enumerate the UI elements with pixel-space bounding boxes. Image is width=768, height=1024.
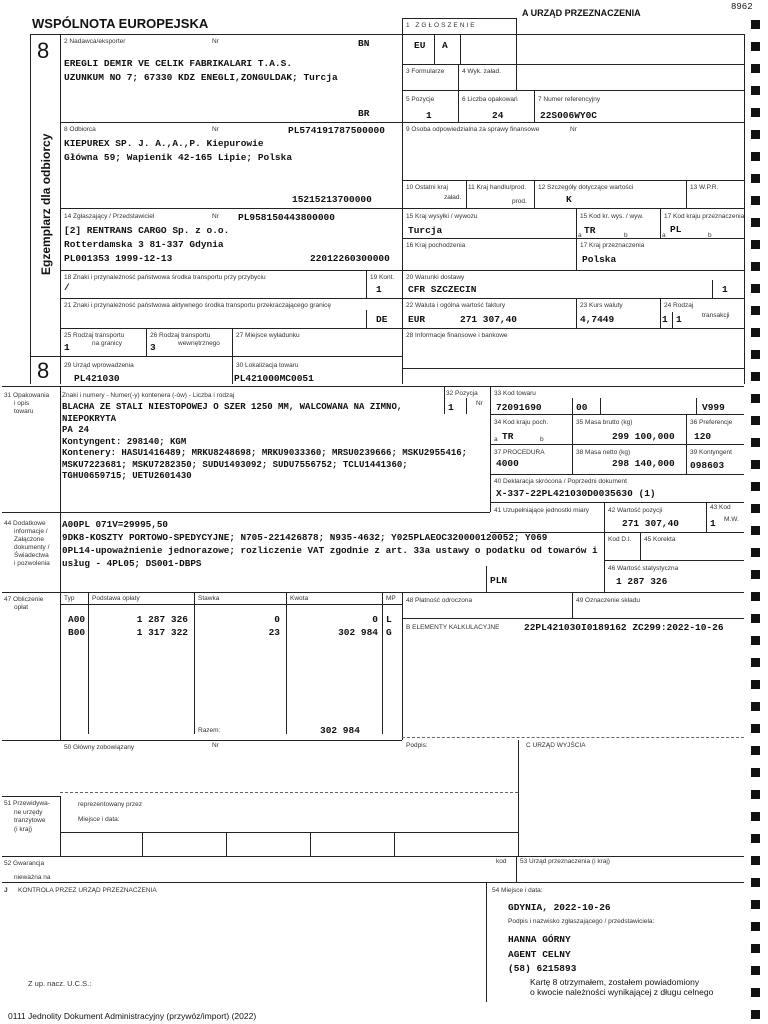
box42-value: 271 307,40 <box>622 518 680 529</box>
additional-info-line: 9DK8-KOSZTY PORTOWO-SPEDYCYJNE; N705-221426878; N935-4632; Y025PLAEOC320000120052; Y069 <box>62 532 548 543</box>
office-label: A URZĄD PRZEZNACZENIA <box>522 8 641 18</box>
box27-label: 27 Miejsce wyładunku <box>236 332 300 339</box>
box31-label1: 31 Opakowania <box>4 392 50 399</box>
box51-label3: tranzytowe <box>14 817 46 824</box>
edge-mark <box>751 636 760 645</box>
edge-mark <box>751 372 760 381</box>
box32-label2: Nr <box>476 400 483 407</box>
goods-line: Kontyngent: 298140; KGM <box>62 436 187 447</box>
box24-label2: transakcji <box>702 312 730 319</box>
box54-value: GDYNIA, 2022-10-26 <box>508 902 611 913</box>
edge-mark <box>751 240 760 249</box>
box35-label: 35 Masa brutto (kg) <box>576 419 633 426</box>
boxB-value: 22PL421030I0189162 ZC299:2022-10-26 <box>524 622 724 633</box>
receipt-note-1: Kartę 8 otrzymałem, zostałem powiadomiony <box>530 977 700 987</box>
box1-label: 1 ZGŁOSZENIE <box>406 22 477 29</box>
box15a-b: b <box>624 232 628 239</box>
edge-mark <box>751 174 760 183</box>
edge-mark <box>751 658 760 667</box>
box1-b: A <box>442 40 448 51</box>
box43-label2: M.W. <box>724 516 739 523</box>
box30-label: 30 Lokalizacja towaru <box>236 362 299 369</box>
tax-cell: 0 <box>274 614 280 625</box>
boxJ-stamp: Z up. nacz. U.C.S.: <box>28 979 92 988</box>
signatory-name: HANNA GÓRNY <box>508 934 571 945</box>
declarant-address: Rotterdamska 3 81-337 Gdynia <box>64 239 224 250</box>
edge-mark <box>751 152 760 161</box>
box13-label: 13 W.P.R. <box>690 184 719 191</box>
declarant-id: 22012260300000 <box>310 253 390 264</box>
edge-mark <box>751 900 760 909</box>
box46-label: 46 Wartość statystyczna <box>608 565 679 572</box>
box40-value: X-337-22PL421030D0035630 (1) <box>496 488 656 499</box>
edge-mark <box>751 64 760 73</box>
box31-label2: i opis <box>14 400 30 407</box>
edge-mark <box>751 592 760 601</box>
edge-mark <box>751 966 760 975</box>
box45-label: 45 Korekta <box>644 536 676 543</box>
box40-label: 40 Deklaracja skrócona / Poprzedni dokument <box>494 478 627 485</box>
boxB-label: B ELEMENTY KALKULACYJNE <box>406 624 500 631</box>
box22-currency: EUR <box>408 314 426 325</box>
edge-mark <box>751 614 760 623</box>
box32-label: 32 Pozycja <box>446 390 478 397</box>
box18-label: 18 Znaki i przynależność państwowa środka transportu przy przybyciu <box>64 274 266 281</box>
footer-text: 0111 Jednolity Dokument Administracyjny (przywóz/import) (2022) <box>8 1011 257 1021</box>
box25-label: 25 Rodzaj transportu <box>64 332 125 339</box>
box17a-a: a <box>662 232 666 239</box>
edge-mark <box>751 350 760 359</box>
boxJ-label2: KONTROLA PRZEZ URZĄD PRZEZNACZENIA <box>18 887 157 894</box>
form-title: WSPÓLNOTA EUROPEJSKA <box>32 16 209 31</box>
tax-cell: B00 <box>68 627 86 638</box>
box50-nr: Nr <box>212 742 219 749</box>
declarant-name: [2] RENTRANS CARGO Sp. z o.o. <box>64 225 230 236</box>
box17a-b: b <box>708 232 712 239</box>
box14-nr: Nr <box>212 213 219 220</box>
box52-label2: nieważna na <box>14 874 51 881</box>
box44-label2: informacje / <box>14 528 48 535</box>
goods-line: PA 24 <box>62 425 90 435</box>
box2-nr-value: BN <box>358 38 370 49</box>
copy-number-2: 8 <box>37 358 50 383</box>
sender-address: UZUNKUM NO 7; 67330 KDZ ENEGLI,ZONGULDAK; Turcja <box>64 72 338 83</box>
box44-kod-di: Kod D.I. <box>608 536 632 543</box>
box38-value: 298 140,000 <box>612 458 675 469</box>
box39-label: 39 Kontyngent <box>690 449 732 456</box>
box25-label2: na granicy <box>92 340 122 347</box>
tax-cell: 23 <box>268 627 280 638</box>
box44-label4: dokumenty / <box>14 544 50 551</box>
box32-value: 1 <box>448 402 454 413</box>
box50-rep: reprezentowany przez <box>78 801 142 808</box>
box48-label: 48 Płatność odroczona <box>406 597 473 604</box>
box12-value: K <box>566 194 572 205</box>
box31-label3: towaru <box>14 408 34 415</box>
edge-mark <box>751 482 760 491</box>
box36-value: 120 <box>694 431 712 442</box>
tax-col-header: Typ <box>64 595 75 602</box>
tax-cell: G <box>386 627 392 638</box>
box30-value: PL421000MC0051 <box>234 373 314 384</box>
box47-label1: 47 Obliczenie <box>4 596 44 603</box>
edge-mark <box>751 702 760 711</box>
edge-mark <box>751 548 760 557</box>
goods-line: BLACHA ZE STALI NIESTOPOWEJ O SZER 1250 MM, WALCOWANA NA ZIMNO, <box>62 402 403 412</box>
edge-mark <box>751 834 760 843</box>
edge-mark <box>751 306 760 315</box>
edge-mark <box>751 768 760 777</box>
box9-nr: Nr <box>570 126 577 133</box>
box28-label: 28 Informacje finansowe i bankowe <box>406 332 508 339</box>
edge-mark <box>751 196 760 205</box>
box44-pln: PLN <box>490 575 508 586</box>
box7-label: 7 Numer referencyjny <box>538 96 601 103</box>
edge-mark <box>751 130 760 139</box>
edge-mark <box>751 746 760 755</box>
box34-a: a <box>494 436 498 443</box>
edge-mark <box>751 790 760 799</box>
box47-label2: opłat <box>14 604 29 611</box>
sender-country: BR <box>358 108 370 119</box>
box15a-a: a <box>578 232 582 239</box>
receipt-note-2: o kwocie należności wynikającej z długu celnego <box>530 987 714 997</box>
edge-mark <box>751 218 760 227</box>
box44-label1: 44 Dodatkowe <box>4 520 46 527</box>
box17a-label: 17 Kod kraju przeznaczenia <box>664 213 745 220</box>
box33-label: 33 Kod towaru <box>494 390 536 397</box>
box26-label2: wewnętrznego <box>178 340 220 347</box>
box8-nr-value: PL574191787500000 <box>288 125 385 136</box>
edge-mark <box>751 570 760 579</box>
consignee-id: 15215213700000 <box>292 194 372 205</box>
box5-label: 5 Pozycje <box>406 96 435 103</box>
box34-value: TR <box>502 431 514 442</box>
box24-label: 24 Rodzaj <box>664 302 694 309</box>
box18-value: / <box>64 282 70 293</box>
box15a-label: 15 Kod kr. wys. / wyw. <box>580 213 644 220</box>
signatory-phone: (58) 6215893 <box>508 963 577 974</box>
box38-label: 38 Masa netto (kg) <box>576 449 631 456</box>
box52-label: 52 Gwarancja <box>4 860 45 867</box>
box26-value: 3 <box>150 342 156 353</box>
edge-mark <box>751 922 760 931</box>
edge-mark <box>751 460 760 469</box>
tax-col-header: Stawka <box>198 595 220 602</box>
razem-value: 302 984 <box>320 725 360 736</box>
box9-label: 9 Osoba odpowiedzialna za sprawy finansowe <box>406 126 540 133</box>
edge-mark <box>751 944 760 953</box>
box20-value: CFR SZCZECIN <box>408 284 477 295</box>
box37-value: 4000 <box>496 458 519 469</box>
box52-kod: kod <box>496 858 507 865</box>
box20-value2: 1 <box>722 284 728 295</box>
box29-label: 29 Urząd wprowadzenia <box>64 362 134 369</box>
box1-a: EU <box>414 40 426 51</box>
box33-v2: 00 <box>576 402 588 413</box>
box14-label: 14 Zgłaszający / Przedstawiciel <box>64 213 155 220</box>
edge-mark <box>751 680 760 689</box>
box53-label: 53 Urząd przeznaczenia (i kraj) <box>520 858 610 865</box>
sender-name: EREGLI DEMIR VE CELIK FABRIKALARI T.A.S. <box>64 58 293 69</box>
edge-mark <box>751 328 760 337</box>
box46-value: 1 287 326 <box>616 576 668 587</box>
edge-mark <box>751 724 760 733</box>
box6-value: 24 <box>492 110 504 121</box>
box17-value: Polska <box>582 254 617 265</box>
box12-label: 12 Szczegóły dotyczące wartości <box>538 184 634 191</box>
box37-label: 37 PROCEDURA <box>494 449 545 456</box>
signatory-role: AGENT CELNY <box>508 949 571 960</box>
additional-info-line: 0PL14-upoważnienie jednorazowe; rozliczenie VAT zgodnie z art. 33a ustawy o podatku od towarów i <box>62 545 598 556</box>
copy-number: 8 <box>37 38 50 63</box>
edge-mark <box>751 812 760 821</box>
box21-label: 21 Znaki i przynależność państwowa aktywnego środka transportu przekraczającego granicę <box>64 302 332 309</box>
box15a-value: TR <box>584 225 596 236</box>
edge-mark <box>751 856 760 865</box>
box24-b: 1 <box>676 314 682 325</box>
box17a-value: PL <box>670 224 682 235</box>
tax-cell: 1 317 322 <box>136 627 188 638</box>
box51-label1: 51 Przewidywa- <box>4 800 50 807</box>
tax-cell: 302 984 <box>338 627 378 638</box>
edge-mark <box>751 394 760 403</box>
box19-label: 19 Kont. <box>370 274 395 281</box>
box54-sig-label: Podpis i nazwisko zgłaszającego / przedstawiciela: <box>508 918 655 925</box>
consignee-address: Główna 59; Wapienik 42-165 Lipie; Polska <box>64 152 293 163</box>
doc-code: 8962 <box>731 2 753 12</box>
box43-value: 1 <box>710 518 716 529</box>
box23-value: 4,7449 <box>580 314 615 325</box>
boxC-label: C URZĄD WYJŚCIA <box>526 742 586 749</box>
box21-value: DE <box>376 314 388 325</box>
box44-label3: Załączone <box>14 536 44 543</box>
box51-label2: ne urzędy <box>14 809 43 816</box>
tax-col-header: Podstawa opłaty <box>92 595 140 602</box>
box20-label: 20 Warunki dostawy <box>406 274 465 281</box>
goods-line: Kontenery: HASU1416489; MRKU8248698; MRKU9033360; MRSU0239666; MSKU2955416; <box>62 448 468 458</box>
box50-place: Miejsce i data: <box>78 816 120 823</box>
edge-mark <box>751 1010 760 1019</box>
consignee-name: KIEPUREX SP. J. A.,A.,P. Kiepurowie <box>64 138 264 149</box>
edge-mark <box>751 438 760 447</box>
goods-line: NIEPOKRYTA <box>62 413 117 424</box>
box3-label: 3 Formularze <box>406 68 445 75</box>
box25-value: 1 <box>64 342 70 353</box>
edge-mark <box>751 988 760 997</box>
goods-line: MSKU7223681; MSKU7282350; SUDU1493092; SUDU7556752; TCLU1441360; <box>62 459 408 470</box>
tax-cell: A00 <box>68 614 86 625</box>
box34-b: b <box>540 436 544 443</box>
box54-label: 54 Miejsce i data: <box>492 887 543 894</box>
box4-label: 4 Wyk. załad. <box>462 68 501 75</box>
edge-mark <box>751 86 760 95</box>
tax-table <box>60 592 402 740</box>
edge-mark <box>751 20 760 29</box>
box16-label: 16 Kraj pochodzenia <box>406 242 466 249</box>
edge-mark <box>751 42 760 51</box>
copy-vertical-label: Egzemplarz dla odbiorcy <box>39 133 53 275</box>
box23-label: 23 Kurs waluty <box>580 302 623 309</box>
box29-value: PL421030 <box>74 373 120 384</box>
box22-label: 22 Waluta i ogólna wartość faktury <box>406 302 506 309</box>
box10-label: 10 Ostatni kraj <box>406 184 448 191</box>
box10-label2: załad. <box>444 194 462 201</box>
edge-mark <box>751 504 760 513</box>
box34-label: 34 Kod kraju poch. <box>494 419 549 426</box>
box44-label5: Świadectwa <box>14 552 49 559</box>
edge-mark <box>751 262 760 271</box>
box33-value: 72091690 <box>496 402 542 413</box>
razem-label: Razem: <box>198 727 221 734</box>
box6-label: 6 Liczba opakowań <box>462 96 518 103</box>
box19-value: 1 <box>376 284 382 295</box>
box36-label: 36 Preferencje <box>690 419 733 426</box>
box43-label: 43 Kod <box>710 504 731 511</box>
edge-mark <box>751 526 760 535</box>
box2-nr: Nr <box>212 38 219 45</box>
box15-value: Turcja <box>408 225 443 236</box>
box24-a: 1 <box>662 314 668 325</box>
box17-label: 17 Kraj przeznaczenia <box>580 242 645 249</box>
box14-nr-value: PL958150443800000 <box>238 212 335 223</box>
edge-mark <box>751 284 760 293</box>
box26-label: 26 Rodzaj transportu <box>150 332 211 339</box>
box39-value: 098603 <box>690 460 725 471</box>
box35-value: 299 100,000 <box>612 431 675 442</box>
box11-label2: prod. <box>512 198 527 205</box>
tax-cell: 0 <box>372 614 378 625</box>
box7-value: 22S006WY0C <box>540 110 598 121</box>
box5-value: 1 <box>426 110 432 121</box>
box49-label: 49 Oznaczenie składu <box>576 597 640 604</box>
tax-cell: 1 287 326 <box>136 614 188 625</box>
goods-line: TGHU0659715; UETU2601430 <box>62 471 192 481</box>
box51-label4: (i kraj) <box>14 826 33 833</box>
edge-mark <box>751 108 760 117</box>
box41-label: 41 Uzupełniające jednostki miary <box>494 507 590 514</box>
box8-label: 8 Odbiorca <box>64 126 96 133</box>
tax-col-header: MP <box>386 595 396 602</box>
box8-nr: Nr <box>212 126 219 133</box>
additional-info-line: usług - 4PL05; DS001-DBPS <box>62 558 202 569</box>
declarant-auth: PL001353 1999-12-13 <box>64 253 173 264</box>
boxJ-label: J <box>4 887 8 894</box>
box50-label: 50 Główny zobowiązany <box>64 744 135 751</box>
box22-value: 271 307,40 <box>460 314 518 325</box>
edge-mark <box>751 878 760 887</box>
box50-podpis: Podpis: <box>406 742 428 749</box>
box2-label: 2 Nadawca/eksporter <box>64 38 126 45</box>
tax-col-header: Kwota <box>290 595 309 602</box>
box44-label6: i pozwolenia <box>14 560 50 567</box>
box15-label: 15 Kraj wysyłki / wywozu <box>406 213 478 220</box>
box42-label: 42 Wartość pozycji <box>608 507 663 514</box>
box31-sub: Znaki i numery - Numer(-y) kontenera (-ów) - Liczba i rodzaj <box>62 392 235 399</box>
box11-label: 11 Kraj handlu/prod. <box>468 184 527 191</box>
box33-v3: V999 <box>702 402 725 413</box>
edge-mark <box>751 416 760 425</box>
tax-cell: L <box>386 614 392 625</box>
additional-info-line: A00PL 071V=29995,50 <box>62 519 169 530</box>
